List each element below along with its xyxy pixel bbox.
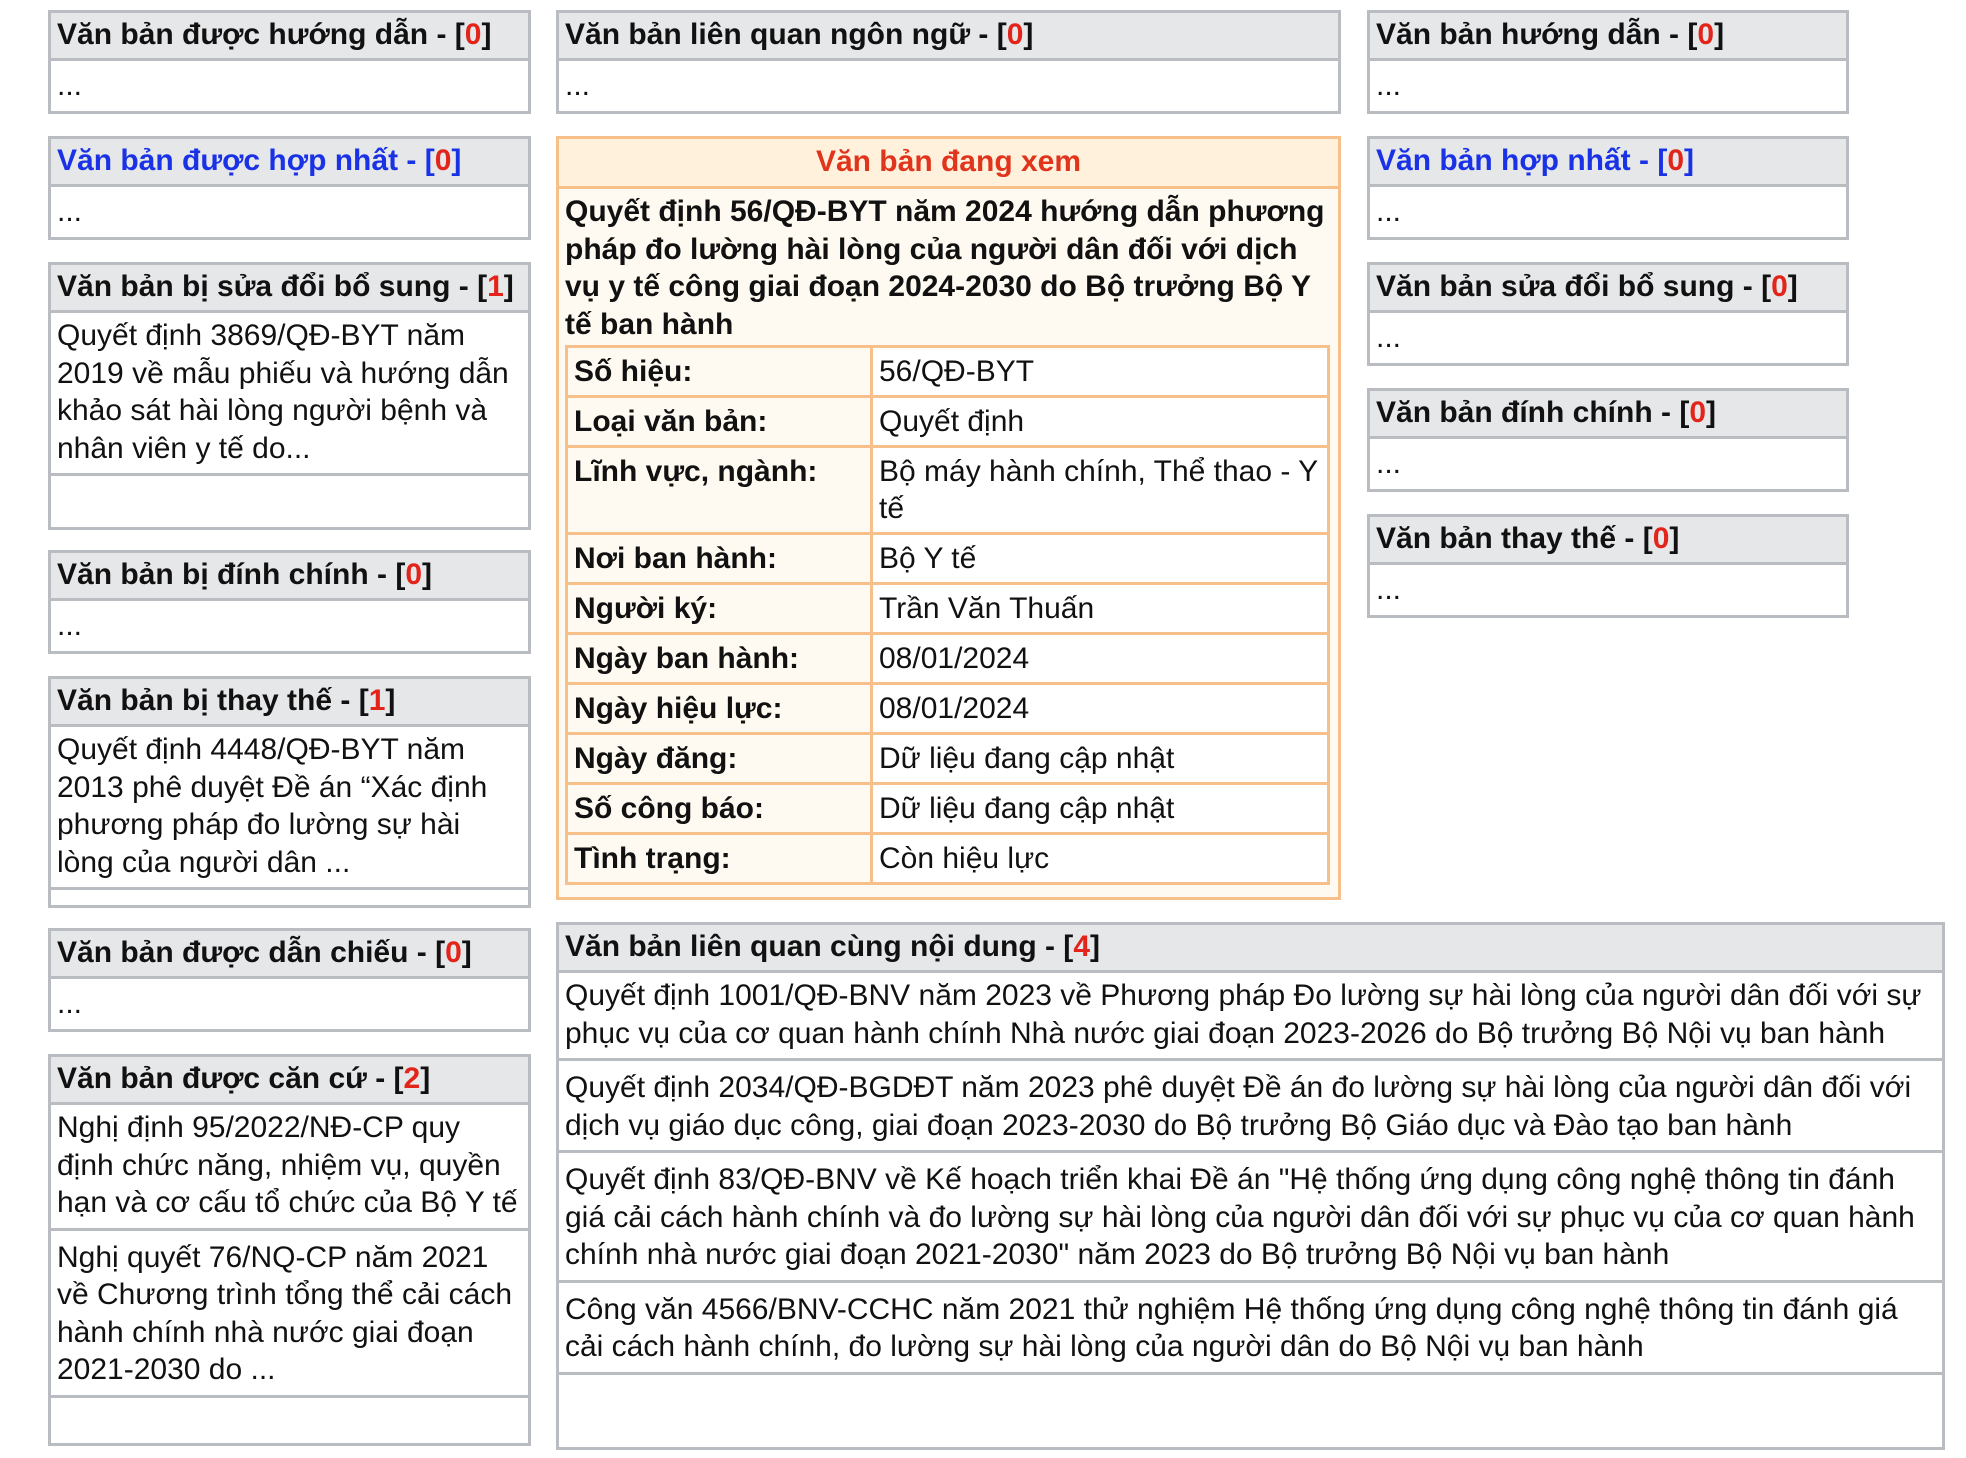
count-badge: 1 <box>368 684 386 717</box>
panel-empty-text: ... <box>57 69 83 102</box>
property-key: Loại văn bản: <box>567 397 872 447</box>
count-badge: 0 <box>1652 522 1670 555</box>
count-badge: 0 <box>1667 144 1685 177</box>
document-link[interactable]: Quyết định 3869/QĐ-BYT năm 2019 về mẫu phiếu và hướng dẫn khảo sát hài lòng người bệnh và nhân viên y tế do... <box>51 313 528 476</box>
table-row <box>567 734 1329 784</box>
count-badge: 1 <box>487 270 504 303</box>
table-row <box>567 834 1329 884</box>
document-link[interactable]: Nghị quyết 76/NQ-CP năm 2021 về Chương trình tổng thể cải cách hành chính nhà nước giai đoạn 2021-2030 do ... <box>51 1235 528 1398</box>
property-value: Quyết định <box>872 397 1329 447</box>
table-row <box>567 584 1329 634</box>
property-key: Lĩnh vực, ngành: <box>567 447 872 534</box>
property-value: Dữ liệu đang cập nhật <box>872 784 1329 834</box>
property-key: Người ký: <box>567 584 872 634</box>
property-key: Ngày ban hành: <box>567 634 872 684</box>
panel-replacing-documents <box>1367 514 1849 618</box>
panel-consolidated-documents <box>48 136 531 240</box>
document-link[interactable]: Quyết định 1001/QĐ-BNV năm 2023 về Phương pháp Đo lường sự hài lòng của người dân đối với sự phục vụ của cơ quan hành chính Nhà nước giai đoạn 2023-2026 do Bộ trưởng Bộ Nội vụ ban hành <box>559 973 1942 1061</box>
panel-heading[interactable]: Văn bản thay thế - [0] <box>1370 517 1846 565</box>
panel-heading[interactable]: Văn bản được hợp nhất - [0] <box>51 139 528 187</box>
panel-related-content-documents <box>556 922 1945 1450</box>
panel-heading[interactable]: Văn bản đính chính - [0] <box>1370 391 1846 439</box>
panel-corrected-documents <box>48 550 531 654</box>
panel-heading[interactable]: Văn bản được hướng dẫn - [0] <box>51 13 528 61</box>
document-properties-table <box>565 345 1330 885</box>
property-key: Số hiệu: <box>567 347 872 397</box>
property-value: 08/01/2024 <box>872 634 1329 684</box>
panel-heading[interactable]: Văn bản liên quan cùng nội dung - [4] <box>559 925 1942 973</box>
table-row <box>567 784 1329 834</box>
panel-language-documents <box>556 10 1341 114</box>
panel-correcting-documents <box>1367 388 1849 492</box>
panel-empty-text: ... <box>1376 447 1402 480</box>
table-row <box>567 447 1329 534</box>
table-row <box>567 634 1329 684</box>
property-value: Trần Văn Thuấn <box>872 584 1329 634</box>
panel-heading[interactable]: Văn bản sửa đổi bổ sung - [0] <box>1370 265 1846 313</box>
property-key: Nơi ban hành: <box>567 534 872 584</box>
count-badge: 0 <box>405 558 422 591</box>
panel-heading[interactable]: Văn bản liên quan ngôn ngữ - [0] <box>559 13 1338 61</box>
panel-empty-text: ... <box>1376 69 1402 102</box>
property-value: Dữ liệu đang cập nhật <box>872 734 1329 784</box>
property-key: Số công báo: <box>567 784 872 834</box>
panel-amending-documents <box>1367 262 1849 366</box>
panel-heading[interactable]: Văn bản bị đính chính - [0] <box>51 553 528 601</box>
count-badge: 0 <box>1697 18 1715 51</box>
count-badge: 2 <box>403 1062 421 1095</box>
property-value: Bộ máy hành chính, Thể thao - Y tế <box>872 447 1329 534</box>
property-value: Bộ Y tế <box>872 534 1329 584</box>
count-badge: 0 <box>1771 270 1788 303</box>
document-link[interactable]: Nghị định 95/2022/NĐ-CP quy định chức năng, nhiệm vụ, quyền hạn và cơ cấu tổ chức của Bộ Y tế <box>51 1105 528 1231</box>
count-badge: 0 <box>1006 18 1024 51</box>
count-badge: 4 <box>1073 930 1090 963</box>
panel-empty-text: ... <box>565 69 591 102</box>
panel-heading[interactable]: Văn bản bị thay thế - [1] <box>51 679 528 727</box>
current-document-heading: Văn bản đang xem <box>559 139 1338 189</box>
property-key: Ngày hiệu lực: <box>567 684 872 734</box>
property-value: Còn hiệu lực <box>872 834 1329 884</box>
table-row <box>567 684 1329 734</box>
table-row <box>567 397 1329 447</box>
count-badge: 0 <box>434 144 452 177</box>
panel-basis-documents <box>48 1054 531 1446</box>
count-badge: 0 <box>464 18 482 51</box>
table-row <box>567 534 1329 584</box>
panel-heading[interactable]: Văn bản hướng dẫn - [0] <box>1370 13 1846 61</box>
panel-heading[interactable]: Văn bản bị sửa đổi bổ sung - [1] <box>51 265 528 313</box>
document-link[interactable]: Quyết định 2034/QĐ-BGDĐT năm 2023 phê duyệt Đề án đo lường sự hài lòng của người dân đối với dịch vụ giáo dục công, giai đoạn 2023-2030 do Bộ trưởng Bộ Giáo dục và Đào tạo ban hành <box>559 1065 1942 1153</box>
panel-empty-text: ... <box>1376 195 1402 228</box>
current-document-panel <box>556 136 1341 900</box>
panel-amended-documents <box>48 262 531 530</box>
count-badge: 0 <box>445 936 462 969</box>
property-key: Ngày đăng: <box>567 734 872 784</box>
panel-empty-text: ... <box>57 987 83 1020</box>
panel-consolidating-documents <box>1367 136 1849 240</box>
count-badge: 0 <box>1689 396 1707 429</box>
document-link[interactable]: Quyết định 83/QĐ-BNV về Kế hoạch triển khai Đề án "Hệ thống ứng dụng công nghệ thông tin đánh giá cải cách hành chính và đo lường sự hài lòng của người dân đối với sự phục vụ của cơ quan hành chính nhà nước giai đoạn 2021-2030" năm 2023 do Bộ trưởng Bộ Nội vụ ban hành <box>559 1157 1942 1283</box>
panel-heading[interactable]: Văn bản được dẫn chiếu - [0] <box>51 931 528 979</box>
panel-heading[interactable]: Văn bản được căn cứ - [2] <box>51 1057 528 1105</box>
panel-empty-text: ... <box>1376 573 1402 606</box>
table-row <box>567 347 1329 397</box>
panel-heading[interactable]: Văn bản hợp nhất - [0] <box>1370 139 1846 187</box>
panel-empty-text: ... <box>1376 321 1402 354</box>
property-value: 08/01/2024 <box>872 684 1329 734</box>
property-value: 56/QĐ-BYT <box>872 347 1329 397</box>
panel-referenced-documents <box>48 928 531 1032</box>
panel-replaced-documents <box>48 676 531 908</box>
document-link[interactable]: Quyết định 4448/QĐ-BYT năm 2013 phê duyệt Đề án “Xác định phương pháp đo lường sự hài lòng của người dân ... <box>51 727 528 890</box>
property-key: Tình trạng: <box>567 834 872 884</box>
panel-guiding-documents <box>1367 10 1849 114</box>
panel-guided-documents <box>48 10 531 114</box>
document-link[interactable]: Công văn 4566/BNV-CCHC năm 2021 thử nghiệm Hệ thống ứng dụng công nghệ thông tin đánh giá cải cách hành chính, đo lường sự hài lòng của người dân do Bộ Nội vụ ban hành <box>559 1287 1942 1375</box>
panel-empty-text: ... <box>57 609 83 642</box>
document-title: Quyết định 56/QĐ-BYT năm 2024 hướng dẫn phương pháp đo lường hài lòng của người dân đối với dịch vụ y tế công giai đoạn 2024-2030 do Bộ trưởng Bộ Y tế ban hành <box>565 195 1325 341</box>
panel-empty-text: ... <box>57 195 83 228</box>
